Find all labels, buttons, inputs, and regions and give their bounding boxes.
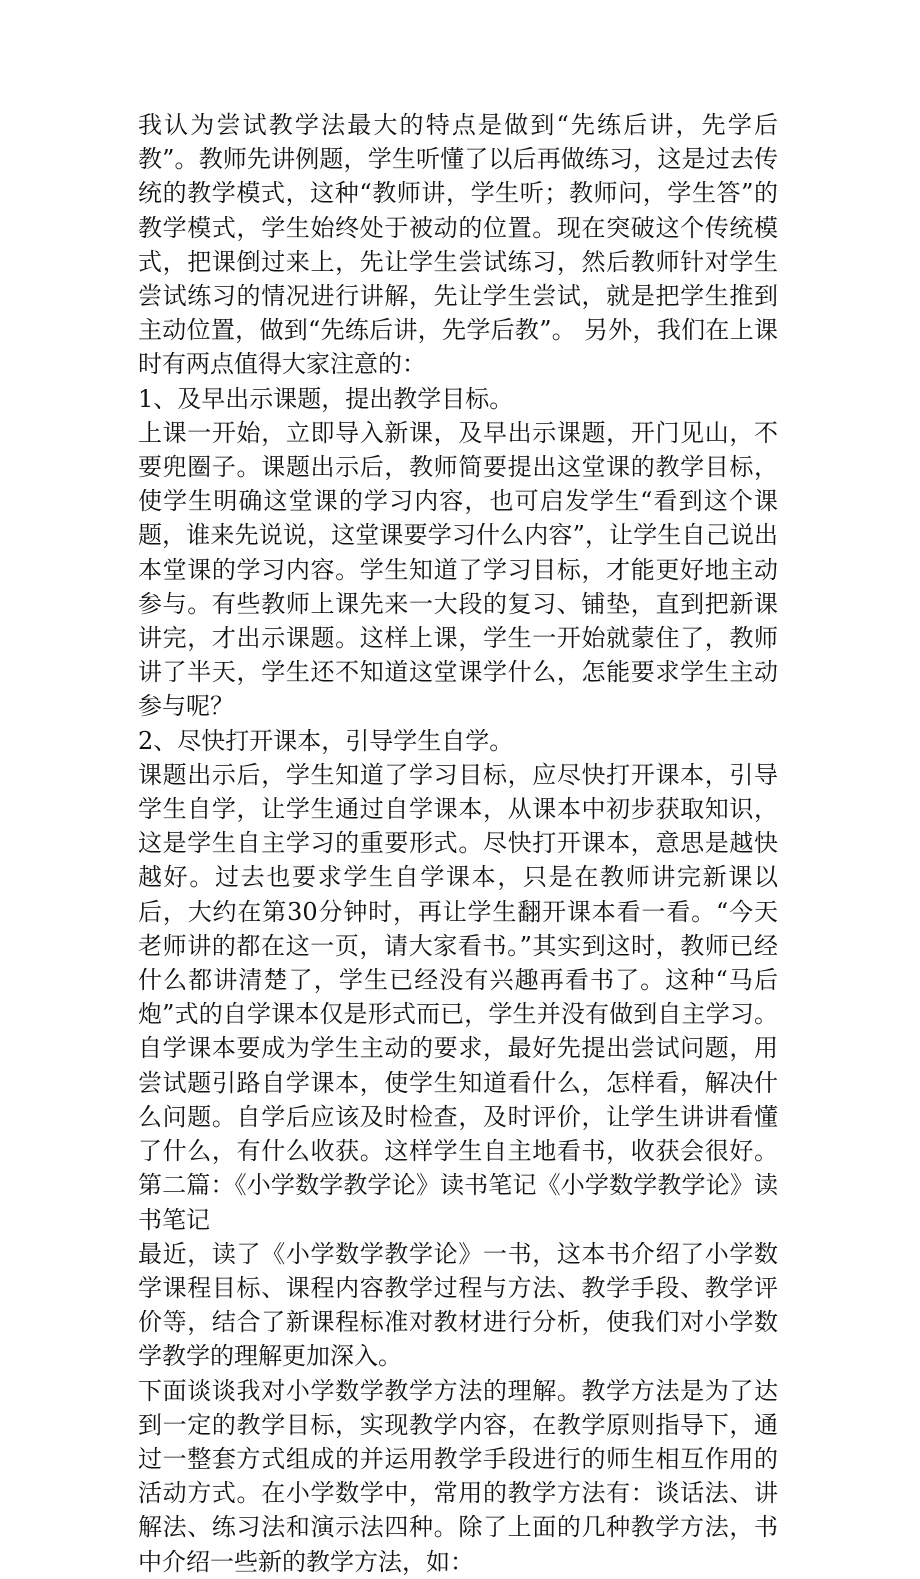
paragraph-teaching-methods: 下面谈谈我对小学数学教学方法的理解。教学方法是为了达到一定的教学目标，实现教学内容，在教学原则指导下，通过一整套方式组成的并运用教学手段进行的师生相互作用的活动方式。在小学数学中，常用的教学方法有：谈话法、讲解法、练习法和演示法四种。除了上面的几种教学方法，书中介绍一些新的教学方法，如：: [138, 1376, 778, 1576]
heading-point-2: 2、尽快打开课本，引导学生自学。: [138, 726, 514, 755]
paragraph-intro: 我认为尝试教学法最大的特点是做到“先练后讲，先学后教”。教师先讲例题，学生听懂了以后再做练习，这是过去传统的教学模式，这种“教师讲，学生听；教师问，学生答”的教学模式，学生始终处于被动的位置。现在突破这个传统模式，把课倒过来上，先让学生尝试练习，然后教师针对学生尝试练习的情况进行讲解，先让学生尝试，就是把学生推到主动位置，做到“先练后讲，先学后教”。 另外，我们在上课时有两点值得大家注意的：: [138, 111, 778, 379]
document-body: [138, 108, 778, 1579]
paragraph-point-1: 上课一开始，立即导入新课，及早出示课题，开门见山，不要兜圈子。课题出示后，教师简要提出这堂课的教学目标，使学生明确这堂课的学习内容，也可启发学生“看到这个课题，谁来先说说，这堂课要学习什么内容”，让学生自己说出本堂课的学习内容。学生知道了学习目标，才能更好地主动参与。有些教师上课先来一大段的复习、铺垫，直到把新课讲完，才出示课题。这样上课，学生一开始就蒙住了，教师讲了半天，学生还不知道这堂课学什么，怎能要求学生主动参与呢？: [138, 418, 778, 721]
heading-point-1: 1、及早出示课题，提出教学目标。: [138, 384, 514, 413]
paragraph-book-intro: 最近，读了《小学数学教学论》一书，这本书介绍了小学数学课程目标、课程内容教学过程与方法、教学手段、教学评价等，结合了新课程标准对教材进行分析，使我们对小学数学教学的理解更加深入。: [138, 1239, 778, 1371]
paragraph-point-2: 课题出示后，学生知道了学习目标，应尽快打开课本，引导学生自学，让学生通过自学课本，从课本中初步获取知识，这是学生自主学习的重要形式。尽快打开课本，意思是越快越好。过去也要求学生自学课本，只是在教师讲完新课以后，大约在第30分钟时，再让学生翻开课本看一看。“今天老师讲的都在这一页，请大家看书。”其实到这时，教师已经什么都讲清楚了，学生已经没有兴趣再看书了。这种“马后炮”式的自学课本仅是形式而已，学生并没有做到自主学习。自学课本要成为学生主动的要求，最好先提出尝试问题，用尝试题引路自学课本，使学生知道看什么，怎样看，解决什么问题。自学后应该及时检查，及时评价，让学生讲讲看懂了什么，有什么收获。这样学生自主地看书，收获会很好。第二篇：《小学数学教学论》读书笔记《小学数学教学论》读书笔记: [138, 760, 778, 1234]
